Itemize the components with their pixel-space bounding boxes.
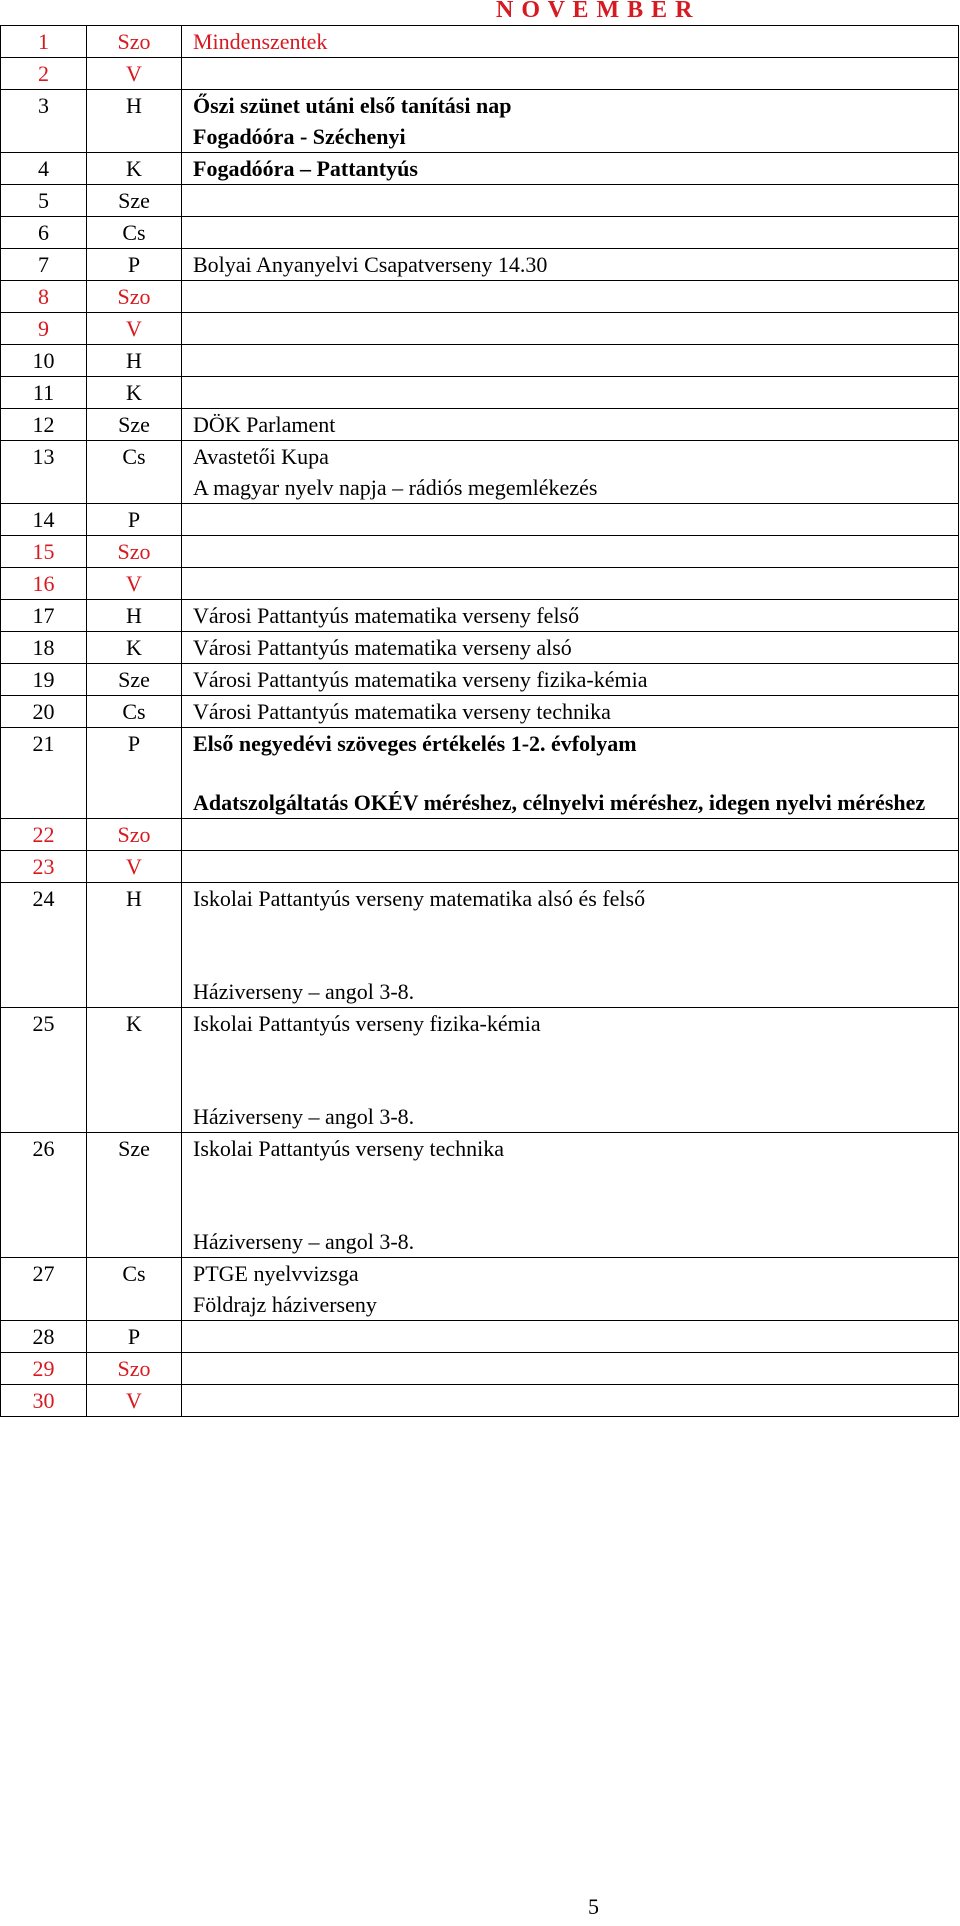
day-of-week: V — [87, 58, 182, 90]
event-cell — [182, 313, 959, 345]
day-of-week: Sze — [87, 1133, 182, 1258]
event-text: Földrajz háziverseny — [193, 1292, 377, 1317]
event-text: Városi Pattantyús matematika verseny fizika-kémia — [193, 667, 648, 692]
calendar-row — [1, 696, 959, 728]
event-cell — [182, 851, 959, 883]
day-of-week: Cs — [87, 441, 182, 504]
calendar-row — [1, 568, 959, 600]
event-spacer — [193, 914, 958, 976]
event-cell — [182, 281, 959, 313]
day-number: 4 — [1, 153, 87, 185]
day-of-week: P — [87, 249, 182, 281]
day-number: 8 — [1, 281, 87, 313]
event-cell — [182, 441, 959, 504]
event-text: Bolyai Anyanyelvi Csapatverseny 14.30 — [193, 252, 548, 277]
day-of-week: Sze — [87, 185, 182, 217]
day-of-week: Szo — [87, 819, 182, 851]
day-of-week: Szo — [87, 536, 182, 568]
event-cell — [182, 600, 959, 632]
empty-event — [193, 1385, 958, 1416]
event-text: Iskolai Pattantyús verseny matematika alsó és felső — [193, 886, 646, 911]
day-of-week: Szo — [87, 26, 182, 58]
day-number: 16 — [1, 568, 87, 600]
calendar-row — [1, 153, 959, 185]
calendar-row — [1, 249, 959, 281]
day-number: 15 — [1, 536, 87, 568]
day-number: 29 — [1, 1353, 87, 1385]
day-of-week: K — [87, 632, 182, 664]
event-cell — [182, 536, 959, 568]
calendar-body — [1, 26, 959, 1417]
event-spacer — [193, 1164, 958, 1226]
event-text: Fogadóóra – Pattantyús — [193, 156, 418, 181]
calendar-row — [1, 58, 959, 90]
event-cell — [182, 664, 959, 696]
day-number: 11 — [1, 377, 87, 409]
event-cell — [182, 504, 959, 536]
calendar-row — [1, 1008, 959, 1133]
event-cell — [182, 409, 959, 441]
day-of-week: Cs — [87, 1258, 182, 1321]
day-number: 6 — [1, 217, 87, 249]
empty-event — [193, 58, 958, 89]
day-number: 19 — [1, 664, 87, 696]
day-number: 30 — [1, 1385, 87, 1417]
calendar-table — [0, 25, 959, 1417]
calendar-row — [1, 26, 959, 58]
calendar-row — [1, 1385, 959, 1417]
day-number: 10 — [1, 345, 87, 377]
day-number: 5 — [1, 185, 87, 217]
calendar-row — [1, 409, 959, 441]
empty-event — [193, 568, 958, 599]
day-of-week: V — [87, 851, 182, 883]
day-of-week: P — [87, 1321, 182, 1353]
event-cell — [182, 377, 959, 409]
calendar-row — [1, 632, 959, 664]
empty-event — [193, 217, 958, 248]
empty-event — [193, 281, 958, 312]
event-text: Városi Pattantyús matematika verseny felső — [193, 603, 580, 628]
event-text: PTGE nyelvvizsga — [193, 1261, 359, 1286]
day-of-week: Sze — [87, 409, 182, 441]
day-of-week: H — [87, 345, 182, 377]
day-of-week: K — [87, 377, 182, 409]
calendar-row — [1, 504, 959, 536]
day-number: 9 — [1, 313, 87, 345]
month-title: N O V E M B E R — [496, 0, 694, 23]
day-number: 24 — [1, 883, 87, 1008]
event-cell — [182, 249, 959, 281]
calendar-row — [1, 441, 959, 504]
day-number: 3 — [1, 90, 87, 153]
event-text: Első negyedévi szöveges értékelés 1-2. évfolyam — [193, 731, 637, 756]
event-text: Városi Pattantyús matematika verseny alsó — [193, 635, 572, 660]
event-text: Adatszolgáltatás OKÉV méréshez, célnyelvi méréshez, idegen nyelvi méréshez — [193, 790, 926, 815]
event-cell — [182, 217, 959, 249]
day-number: 21 — [1, 728, 87, 819]
event-text: Háziverseny – angol 3-8. — [193, 1229, 415, 1254]
calendar-row — [1, 819, 959, 851]
day-of-week: V — [87, 568, 182, 600]
day-of-week: K — [87, 153, 182, 185]
calendar-row — [1, 185, 959, 217]
day-of-week: Szo — [87, 281, 182, 313]
event-cell — [182, 819, 959, 851]
event-spacer — [193, 759, 958, 787]
empty-event — [193, 504, 958, 535]
day-number: 26 — [1, 1133, 87, 1258]
calendar-row — [1, 728, 959, 819]
day-number: 14 — [1, 504, 87, 536]
day-number: 7 — [1, 249, 87, 281]
day-number: 22 — [1, 819, 87, 851]
day-of-week: P — [87, 504, 182, 536]
event-text: Mindenszentek — [193, 29, 328, 54]
event-spacer — [193, 1039, 958, 1101]
day-number: 2 — [1, 58, 87, 90]
event-text: Iskolai Pattantyús verseny technika — [193, 1136, 504, 1161]
event-cell — [182, 632, 959, 664]
calendar-row — [1, 281, 959, 313]
calendar-row — [1, 664, 959, 696]
empty-event — [193, 1321, 958, 1352]
day-number: 20 — [1, 696, 87, 728]
day-of-week: Sze — [87, 664, 182, 696]
empty-event — [193, 377, 958, 408]
day-number: 18 — [1, 632, 87, 664]
day-number: 23 — [1, 851, 87, 883]
event-cell — [182, 728, 959, 819]
calendar-row — [1, 1258, 959, 1321]
event-text: Városi Pattantyús matematika verseny technika — [193, 699, 611, 724]
event-text: DÖK Parlament — [193, 412, 336, 437]
event-cell — [182, 90, 959, 153]
event-cell — [182, 1133, 959, 1258]
calendar-row — [1, 217, 959, 249]
day-of-week: Cs — [87, 696, 182, 728]
day-of-week: P — [87, 728, 182, 819]
page-number: 5 — [588, 1894, 599, 1919]
calendar-row — [1, 851, 959, 883]
day-number: 13 — [1, 441, 87, 504]
event-cell — [182, 568, 959, 600]
event-text: Őszi szünet utáni első tanítási nap — [193, 93, 512, 118]
event-text: Háziverseny – angol 3-8. — [193, 1104, 415, 1129]
calendar-row — [1, 377, 959, 409]
event-cell — [182, 153, 959, 185]
event-cell — [182, 1258, 959, 1321]
event-cell — [182, 58, 959, 90]
event-text: Avastetői Kupa — [193, 444, 329, 469]
event-cell — [182, 1008, 959, 1133]
calendar-row — [1, 600, 959, 632]
day-number: 12 — [1, 409, 87, 441]
empty-event — [193, 185, 958, 216]
day-number: 28 — [1, 1321, 87, 1353]
calendar-row — [1, 1133, 959, 1258]
empty-event — [193, 345, 958, 376]
calendar-row — [1, 1321, 959, 1353]
day-of-week: K — [87, 1008, 182, 1133]
event-text: Fogadóóra - Széchenyi — [193, 124, 406, 149]
day-of-week: V — [87, 313, 182, 345]
empty-event — [193, 313, 958, 344]
day-number: 25 — [1, 1008, 87, 1133]
event-cell — [182, 883, 959, 1008]
calendar-row — [1, 90, 959, 153]
event-cell — [182, 1353, 959, 1385]
event-cell — [182, 1385, 959, 1417]
empty-event — [193, 851, 958, 882]
event-cell — [182, 345, 959, 377]
empty-event — [193, 819, 958, 850]
event-cell — [182, 1321, 959, 1353]
event-text: Háziverseny – angol 3-8. — [193, 979, 415, 1004]
day-of-week: Szo — [87, 1353, 182, 1385]
calendar-row — [1, 313, 959, 345]
day-number: 17 — [1, 600, 87, 632]
event-text: A magyar nyelv napja – rádiós megemlékezés — [193, 475, 598, 500]
day-of-week: H — [87, 883, 182, 1008]
calendar-row — [1, 1353, 959, 1385]
event-cell — [182, 26, 959, 58]
calendar-row — [1, 883, 959, 1008]
day-of-week: Cs — [87, 217, 182, 249]
day-number: 27 — [1, 1258, 87, 1321]
day-of-week: V — [87, 1385, 182, 1417]
empty-event — [193, 1353, 958, 1384]
day-number: 1 — [1, 26, 87, 58]
calendar-row — [1, 345, 959, 377]
event-cell — [182, 696, 959, 728]
day-of-week: H — [87, 600, 182, 632]
event-cell — [182, 185, 959, 217]
calendar-row — [1, 536, 959, 568]
day-of-week: H — [87, 90, 182, 153]
event-text: Iskolai Pattantyús verseny fizika-kémia — [193, 1011, 541, 1036]
empty-event — [193, 536, 958, 567]
